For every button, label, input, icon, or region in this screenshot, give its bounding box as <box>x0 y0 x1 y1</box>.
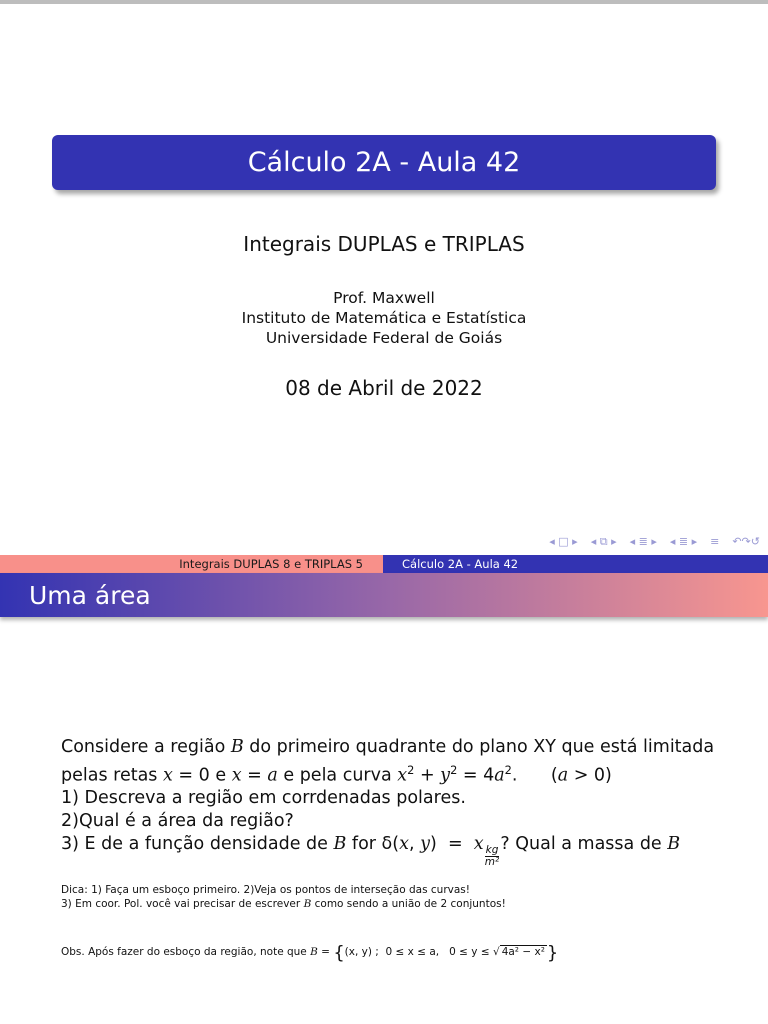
slide-title: Cálculo 2A - Aula 42 <box>247 147 521 178</box>
hint-block <box>61 884 506 911</box>
headline-bar <box>0 555 768 573</box>
university-name: Universidade Federal de Goiás <box>265 329 503 347</box>
top-rule <box>0 0 768 4</box>
nav-subsection-list-icon[interactable]: ◂ ≣ ▸ <box>669 535 698 548</box>
problem-line-1: Considere a região B do primeiro quadrante do plano XY que está limitada <box>61 737 715 757</box>
nav-frame-icon[interactable]: ◂ □ ▸ <box>549 535 578 548</box>
author-block <box>0 288 768 348</box>
question-1: 1) Descreva a região em corrdenadas polares. <box>61 788 466 809</box>
problem-line-2: pelas retas x = 0 e x = a e pela curva $x^2 + y^2 = 4a^2$. (a > 0) <box>61 763 612 786</box>
hint-line-2: 3) Em coor. Pol. você vai precisar de escrever B como sendo a união de 2 conjuntos! <box>61 897 506 910</box>
nav-section-icon[interactable]: ◂ ≣ ▸ <box>629 535 657 548</box>
observation-note: Obs. Após fazer do esboço da região, note que B = {(x, y) ; 0 ≤ x ≤ a, 0 ≤ y ≤ √ 4a² − x² } <box>61 942 559 964</box>
hint-line-1: Dica: 1) Faça um esboço primeiro. 2)Veja os pontos de interseção das curvas! <box>61 884 470 896</box>
headline-right-text: Cálculo 2A - Aula 42 <box>402 557 519 571</box>
nav-subsection-icon[interactable]: ◂ ⧉ ▸ <box>590 535 617 548</box>
title-box <box>52 135 716 190</box>
author-name: Prof. Maxwell <box>333 289 435 307</box>
headline-left-text: Integrais DUPLAS 8 e TRIPLAS 5 <box>179 557 363 571</box>
nav-toc-icon[interactable]: ≡ <box>710 535 720 548</box>
institute-name: Instituto de Matemática e Estatística <box>241 309 527 327</box>
density-fraction: $\frac{kg}{\text{m²}}$ <box>484 843 500 868</box>
nav-search-back-icon[interactable]: ↶↷↺ <box>732 535 760 548</box>
headline-right <box>383 555 768 573</box>
problem-statement <box>61 736 714 868</box>
question-2: 2)Qual é a área da região? <box>61 811 294 832</box>
beamer-navigation-bar <box>549 535 760 549</box>
presentation-date: 08 de Abril de 2022 <box>285 376 483 400</box>
frame-title-bar <box>0 573 768 617</box>
slide-subtitle: Integrais DUPLAS e TRIPLAS <box>243 232 525 256</box>
question-3: 3) E de a função densidade de B for δ(x, y) = x $\frac{kg}{\text{m²}}$ ? Qual a massa de B <box>61 834 681 868</box>
frame-title: Uma área <box>29 580 151 610</box>
headline-left <box>0 555 383 573</box>
